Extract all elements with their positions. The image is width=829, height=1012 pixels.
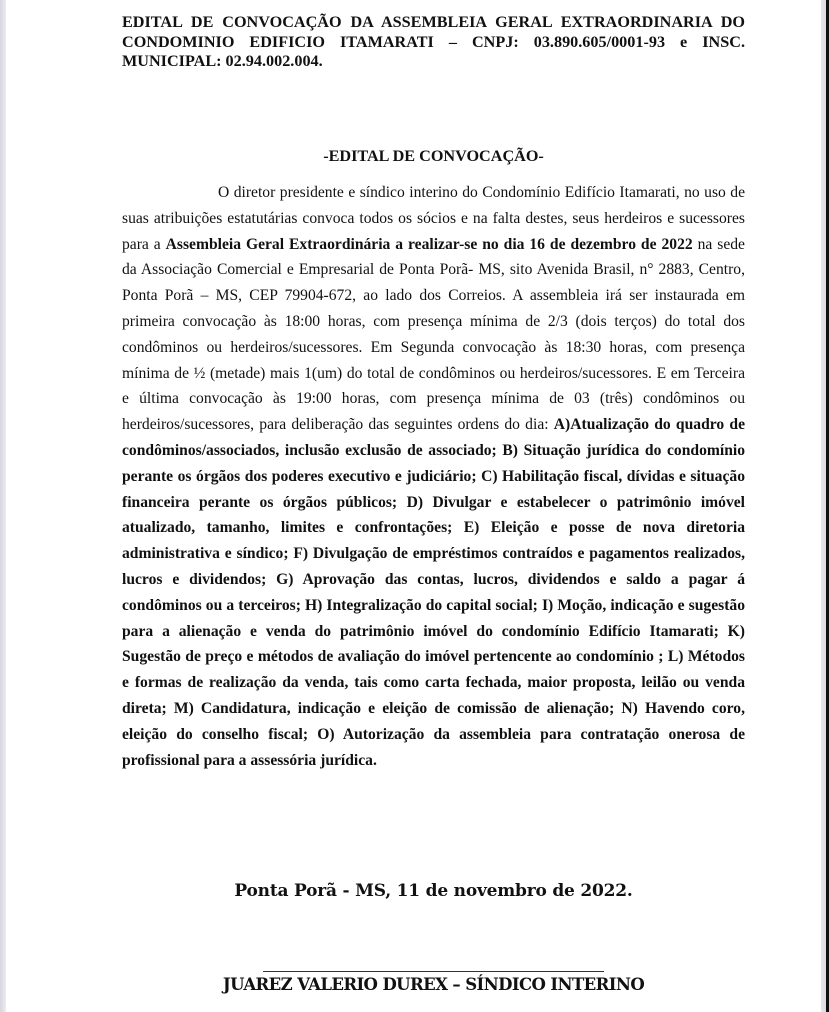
body-details: na sede da Associação Comercial e Empresarial de Ponta Porã- MS, sito Avenida Brasil, n° 2883, Centro, Ponta Porã – MS, CEP 79904-672, ao lado dos Correios. A assembleia irá ser instaurada em primeira convocação às 18:00 horas, com presença mínima de 2/3 (dois terços) do total dos condôminos ou herdeiros/sucessores. Em Segunda convocação às 18:30 horas, com presença mínima de ½ (metade) mais 1(um) do total de condôminos ou herdeiros/sucessores. E em Terceira e última convocação às 19:00 horas, com presença mínima de 03 (três) condôminos ou herdeiros/sucessores, para deliberação das seguintes ordens do dia: — [122, 235, 745, 434]
document-header: EDITAL DE CONVOCAÇÃO DA ASSEMBLEIA GERAL EXTRAORDINARIA DO CONDOMINIO EDIFICIO ITAMARATI – CNPJ: 03.890.605/0001-93 e INSC. MUNICIPAL: 02.94.002.004. — [122, 13, 745, 70]
place-date: Ponta Porã - MS, 11 de novembro de 2022. — [234, 881, 633, 901]
assembly-date-bold: Assembleia Geral Extraordinária a realizar-se no dia 16 de dezembro de 2022 — [165, 235, 693, 253]
page-edge-left — [0, 0, 6, 1012]
agenda-items-bold: A)Atualização do quadro de condôminos/associados, inclusão exclusão de associado; B) Situação jurídica do condomínio perante os órgãos dos poderes executivo e judiciário; C) Habilitação fiscal, dívidas e situação financeira perante os órgãos públicos; D) Divulgar e estabelecer o patrimônio imóvel atualizado, tamanho, limites e confrontações; E) Eleição e posse de nova diretoria administrativa e síndico; F) Divulgação de empréstimos contraídos e pagamentos realizados, lucros e dividendos; G) Aprovação das contas, lucros, dividendos e saldo a pagar á condôminos ou a terceiros; H) Integralização do capital social; I) Moção, indicação e sugestão para a alienação e venda do patrimônio imóvel do condomínio Edifício Itamarati; K) Sugestão de preço e métodos de avaliação do imóvel pertencente ao condomínio ; L) Métodos e formas de realização da venda, tais como carta fechada, maior proposta, leilão ou venda direta; M) Candidatura, indicação e eleição de comissão de alienação; N) Havendo coro, eleição do conselho fiscal; O) Autorização da assembleia para contratação onerosa de profissional para a assessória jurídica. — [122, 416, 745, 769]
section-title: -EDITAL DE CONVOCAÇÃO- — [323, 147, 544, 165]
body-paragraph — [122, 180, 745, 773]
body-intro: O diretor presidente e síndico interino do Condomínio Edifício Itamarati, no uso de suas atribuições estatutárias convoca todos os sócios e na falta destes, seus herdeiros e sucessores para a — [122, 184, 745, 253]
signature-name: JUAREZ VALERIO DUREX – SÍNDICO INTERINO — [222, 975, 645, 994]
page-edge-right — [821, 0, 829, 1012]
signature-line — [263, 971, 604, 972]
